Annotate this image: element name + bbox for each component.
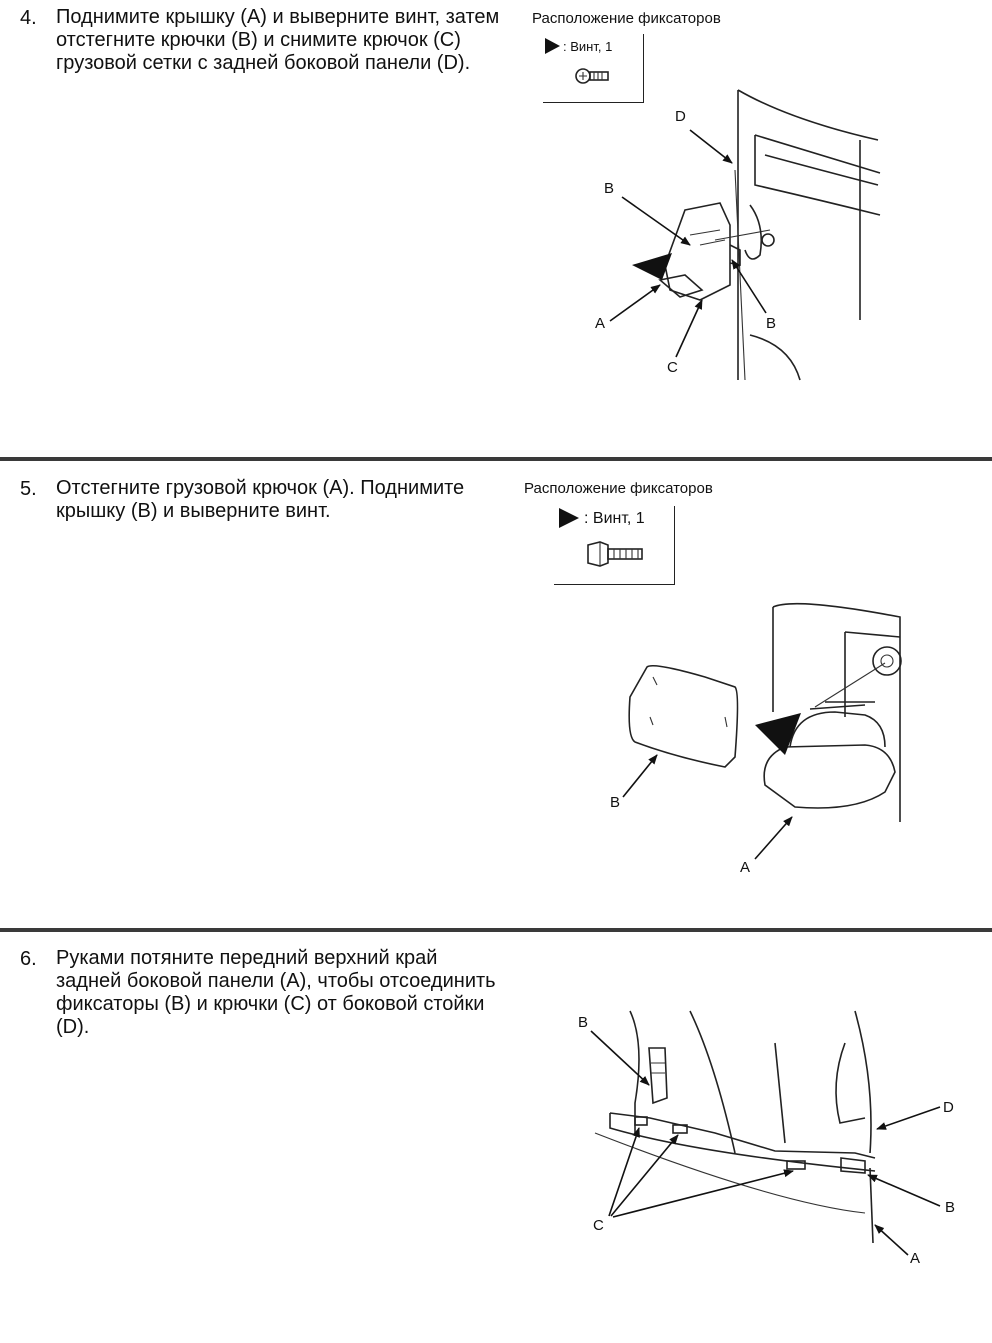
label-a: A <box>740 859 751 876</box>
legend-label: : Винт, 1 <box>563 39 613 54</box>
step-text: Отстегните грузовой крючок (А). Поднимите крышку (В) и выверните винт. <box>56 477 465 522</box>
step-4-illustration <box>590 85 990 465</box>
label-d: D <box>675 108 686 125</box>
cargo-hook-a <box>764 745 895 808</box>
step-6-illustration <box>575 1003 965 1343</box>
fastener-legend <box>554 506 675 585</box>
figure-caption: Расположение фиксаторов <box>524 480 713 497</box>
legend-label: : Винт, 1 <box>584 510 645 527</box>
step-number: 5. <box>20 478 37 500</box>
step-text: Руками потяните передний верхний край задней боковой панели (А), чтобы отсоединить фиксаторы (В) и крючки (С) от боковой стойки (D). <box>56 947 496 1038</box>
step-text: Поднимите крышку (А) и выверните винт, затем отстегните крючки (В) и снимите крючок (С) грузовой сетки с задней боковой панели (D). <box>56 6 500 74</box>
step-number: 4. <box>20 7 37 29</box>
screw-icon <box>573 66 613 86</box>
label-a: A <box>595 315 606 332</box>
clip-b <box>841 1158 865 1173</box>
label-b: B <box>766 315 777 332</box>
step-4 <box>0 0 992 455</box>
section-divider <box>0 928 992 932</box>
label-a: A <box>910 1250 921 1267</box>
step-5-illustration <box>595 597 992 917</box>
cover-b <box>629 666 737 767</box>
pillar-d <box>855 1011 871 1153</box>
screw-icon <box>584 540 648 568</box>
step-number: 6. <box>20 948 37 970</box>
label-b: B <box>604 180 615 197</box>
step-6 <box>0 933 992 1280</box>
label-c: C <box>593 1217 604 1234</box>
panel-handle-recess <box>755 135 880 215</box>
label-c: C <box>667 359 678 376</box>
label-b: B <box>610 794 621 811</box>
screw-location-triangle <box>632 253 672 280</box>
figure-caption: Расположение фиксаторов <box>532 10 721 27</box>
section-divider <box>0 457 992 461</box>
clip-b <box>649 1048 667 1103</box>
label-d: D <box>943 1099 954 1116</box>
triangle-marker-icon <box>559 508 579 528</box>
label-b: B <box>945 1199 956 1216</box>
screw-hole <box>873 647 901 675</box>
step-5 <box>0 462 992 927</box>
panel-top <box>738 90 878 140</box>
label-b: B <box>578 1014 589 1031</box>
triangle-marker-icon <box>545 38 560 54</box>
trim-top-edge <box>610 1113 875 1158</box>
